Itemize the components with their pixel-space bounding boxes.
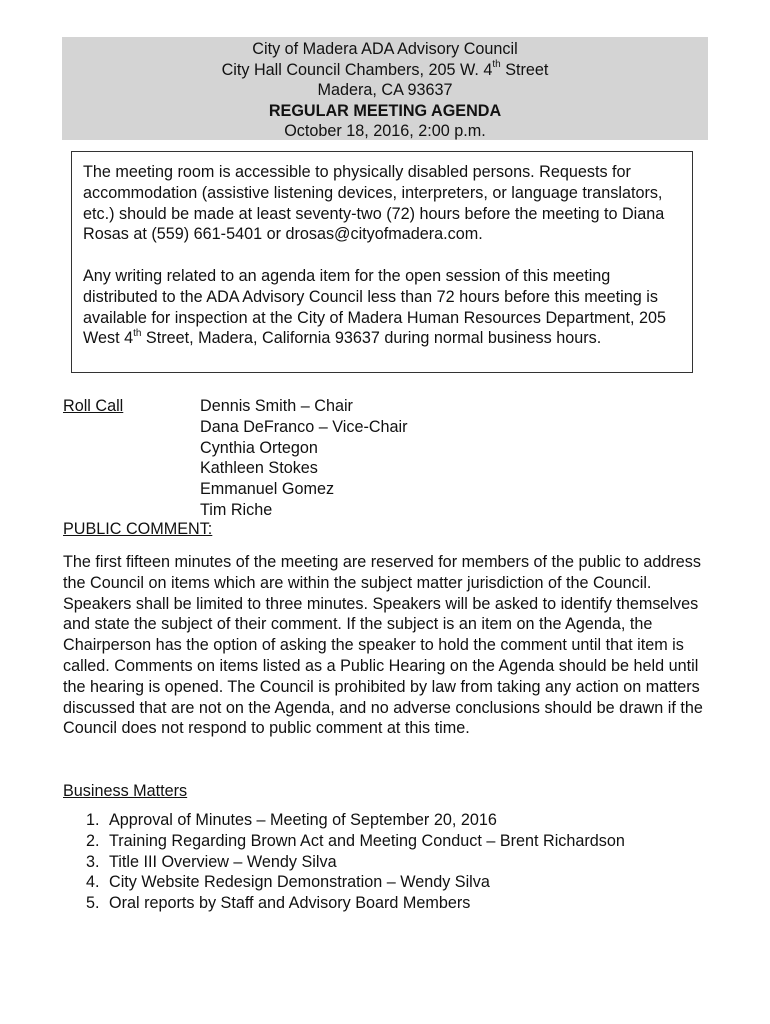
- item-number: 2.: [86, 831, 100, 850]
- member-item: Dana DeFranco – Vice-Chair: [200, 417, 408, 436]
- accessibility-notice: [71, 151, 693, 373]
- public-comment-text: The first fifteen minutes of the meeting are reserved for members of the public to address the Council on items which are within the subject matter jurisdiction of the Council. Speakers shall be limited to three minutes. Speakers will be asked to identify themselves and state the subject of their comment. If the subject is an item on the Agenda, the Chairperson has the option of asking the speaker to hold the comment until that item is called. Comments on items listed as a Public Hearing on the Agenda should be held until the hearing is opened. The Council is prohibited by law from taking any action on matters discussed that are not on the Agenda, and no adverse conclusions should be drawn if the Council does not respond to public comment at this time.: [63, 553, 703, 738]
- meeting-date: October 18, 2016, 2:00 p.m.: [284, 122, 486, 140]
- item-text: Title III Overview – Wendy Silva: [109, 852, 337, 871]
- roll-call-label: Roll Call: [63, 397, 124, 415]
- notice-paragraph-1: The meeting room is accessible to physically disabled persons. Requests for accommodation (assistive listening devices, interpreters, or language translators, etc.) should be made at least seventy-two (72) hours before the meeting to Diana Rosas at (559) 661-5401 or drosas@cityofmadera.com.: [83, 163, 665, 244]
- item-number: 5.: [86, 894, 100, 913]
- item-text: Oral reports by Staff and Advisory Board Members: [109, 894, 471, 913]
- list-item: [86, 872, 625, 893]
- location-ordinal: th: [492, 59, 501, 71]
- list-item: [86, 893, 625, 914]
- location-street: Street: [500, 60, 549, 79]
- member-item: Dennis Smith – Chair: [200, 397, 353, 415]
- list-item: [86, 810, 625, 831]
- business-matters-heading: Business Matters: [63, 782, 188, 800]
- meeting-location: [62, 60, 708, 81]
- notice-paragraph-2: [83, 266, 682, 349]
- item-text: Approval of Minutes – Meeting of September 20, 2016: [109, 811, 497, 829]
- business-matters-list: [86, 810, 625, 914]
- notice-p2-text: Any writing related to an agenda item for the open session of this meeting distributed to the ADA Advisory Council less than 72 hours before this meeting is available for inspection at the City of Madera Human Resources Department, 205 West 4: [83, 266, 667, 348]
- council-name: City of Madera ADA Advisory Council: [252, 40, 518, 58]
- member-item: Kathleen Stokes: [200, 459, 318, 478]
- item-text: Training Regarding Brown Act and Meeting Conduct – Brent Richardson: [109, 831, 625, 850]
- item-number: 4.: [86, 873, 100, 892]
- list-item: [86, 852, 625, 873]
- agenda-header: [62, 37, 708, 140]
- roll-call-members: [200, 396, 408, 521]
- location-text: City Hall Council Chambers, 205 W. 4: [221, 60, 493, 79]
- member-item: Emmanuel Gomez: [200, 480, 335, 499]
- notice-p2-ordinal: th: [133, 327, 142, 339]
- list-item: [86, 831, 625, 852]
- notice-p2-tail: Street, Madera, California 93637 during normal business hours.: [141, 329, 602, 348]
- agenda-title: REGULAR MEETING AGENDA: [268, 101, 502, 120]
- member-item: Tim Riche: [200, 500, 273, 519]
- item-number: 3.: [86, 852, 100, 871]
- item-number: 1.: [86, 811, 100, 829]
- item-text: City Website Redesign Demonstration – Wendy Silva: [109, 873, 490, 892]
- city-zip: Madera, CA 93637: [317, 81, 453, 99]
- member-item: Cynthia Ortegon: [200, 438, 318, 457]
- public-comment-heading: PUBLIC COMMENT:: [63, 520, 213, 538]
